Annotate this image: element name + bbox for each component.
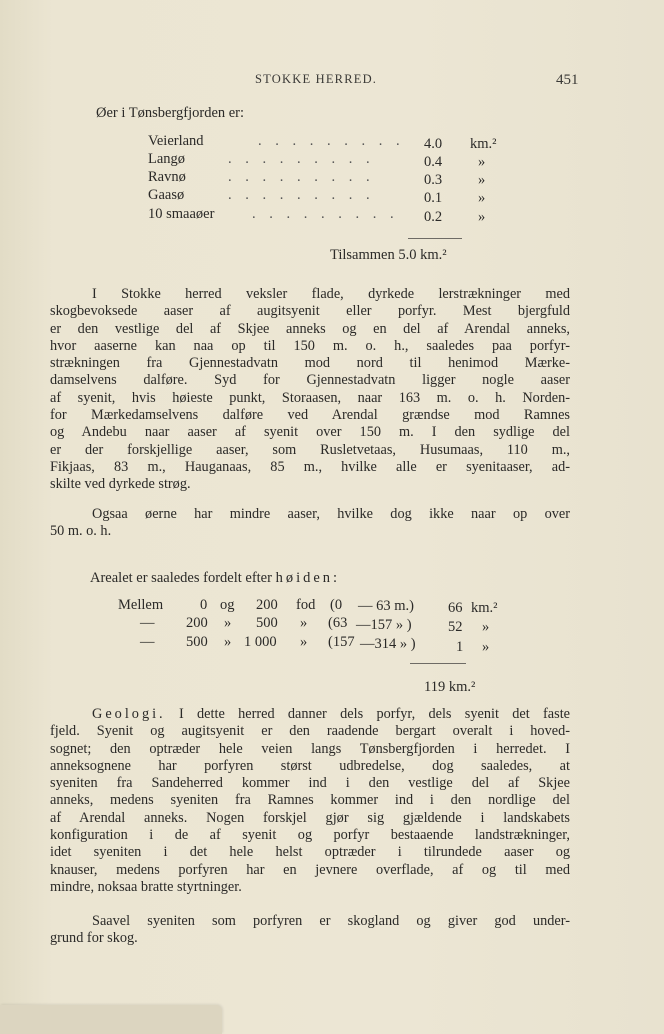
range-unit: » bbox=[300, 615, 308, 631]
island-name: Langø bbox=[148, 151, 186, 167]
paragraph-terrain bbox=[50, 286, 570, 494]
metric-from: (0 bbox=[330, 597, 343, 613]
range-conj: » bbox=[224, 634, 232, 650]
leader-dots: . . . . . . . . . bbox=[252, 206, 399, 222]
heights-total: 119 km.² bbox=[424, 679, 476, 695]
island-area: 0.1 bbox=[424, 190, 443, 206]
range-area-unit: » bbox=[482, 619, 490, 635]
islands-intro-text: Øer i Tønsbergfjorden er: bbox=[96, 105, 245, 121]
range-unit: » bbox=[300, 634, 308, 650]
sum-rule bbox=[410, 663, 466, 664]
geology-first-line: I dette herred danner dels porfyr, dels syenit det faste bbox=[178, 706, 570, 722]
text-line: syeniten fra Sandeherred kommer ind i den vestlige del af Skjee bbox=[50, 775, 570, 792]
sum-rule bbox=[408, 238, 462, 239]
text-line: damselvens dalføre. Syd for Gjennestadvatn ligger nogle aaser bbox=[50, 372, 570, 389]
text-line: I Stokke herred veksler flade, dyrkede lerstrækninger med bbox=[92, 286, 570, 302]
range-label: — bbox=[140, 634, 155, 650]
text-line: er der forskjellige aaser, som Rusletvetaas, Husumaas, 110 m., bbox=[50, 441, 570, 458]
island-name: Ravnø bbox=[148, 169, 186, 185]
range-area: 52 bbox=[448, 619, 463, 635]
text-line: anneksognene har porfyren størst udbredelse, dog saaledes, at bbox=[50, 757, 570, 774]
island-unit: » bbox=[478, 190, 486, 206]
range-from: 200 bbox=[186, 615, 208, 631]
text-line: knauser, medens porfyren har en jevnere overflade, af og til med bbox=[50, 861, 570, 878]
leader-dots: . . . . . . . . . bbox=[258, 133, 405, 149]
text-line: Saavel syeniten som porfyren er skogland og giver god under- bbox=[92, 913, 570, 929]
page-number: 451 bbox=[556, 72, 579, 88]
text-line: fjeld. Syenit og augitsyenit er den raadende bergart overalt i hoved- bbox=[50, 723, 570, 740]
range-label: — bbox=[140, 615, 155, 631]
island-area: 0.4 bbox=[424, 154, 443, 170]
range-to: 1 000 bbox=[244, 634, 277, 650]
island-unit: » bbox=[478, 209, 486, 225]
leader-dots: . . . . . . . . . bbox=[228, 169, 375, 185]
underlying-page-edge bbox=[0, 1005, 222, 1034]
range-area-unit: » bbox=[482, 639, 490, 655]
paragraph-forest bbox=[50, 913, 570, 948]
islands-total: Tilsammen 5.0 km.² bbox=[330, 247, 447, 263]
heights-intro bbox=[90, 570, 340, 587]
metric-from: (157 bbox=[328, 634, 355, 650]
text-line: 50 m. o. h. bbox=[50, 523, 112, 540]
heights-intro-emphasis: høiden: bbox=[275, 570, 341, 586]
range-conj: og bbox=[220, 597, 235, 613]
range-from: 500 bbox=[186, 634, 208, 650]
range-from: 0 bbox=[200, 597, 208, 613]
leader-dots: . . . . . . . . . bbox=[228, 187, 375, 203]
islands-intro bbox=[96, 105, 244, 122]
text-line: af Arendal anneks. Nogen forskjel gjør sig gjældende i landskabets bbox=[50, 809, 570, 826]
text-line: Fikjaas, 83 m., Hauganaas, 85 m., hvilke alle er syenitaaser, ad- bbox=[50, 458, 570, 475]
text-line: sognet; den optræder hele veien langs Tønsbergfjorden i herredet. I bbox=[50, 740, 570, 757]
range-area: 1 bbox=[456, 639, 464, 655]
range-area: 66 bbox=[448, 600, 463, 616]
leader-dots: . . . . . . . . . bbox=[228, 151, 375, 167]
paragraph-geology bbox=[50, 706, 572, 896]
island-unit: km.² bbox=[470, 136, 497, 152]
island-area: 0.3 bbox=[424, 172, 443, 188]
island-name: Veierland bbox=[148, 133, 204, 149]
island-area: 4.0 bbox=[424, 136, 443, 152]
island-name: 10 smaaøer bbox=[148, 206, 215, 222]
text-line: mindre, noksaa bratte styrtninger. bbox=[50, 878, 242, 895]
heights-intro-text: Arealet er saaledes fordelt efter bbox=[90, 570, 272, 586]
island-unit: » bbox=[478, 154, 486, 170]
metric-to: —314 » ) bbox=[360, 636, 416, 652]
range-conj: » bbox=[224, 615, 232, 631]
text-line: skogbevoksede aaser af augitsyenit eller porfyr. Mest bjergfuld bbox=[50, 303, 570, 320]
island-area: 0.2 bbox=[424, 209, 443, 225]
text-line: hvor aaserne kan naa op til 150 m. o. h., saaledes paa porfyr- bbox=[50, 337, 570, 354]
text-line: Ogsaa øerne har mindre aaser, hvilke dog ikke naar op over bbox=[92, 506, 570, 522]
metric-from: (63 bbox=[328, 615, 348, 631]
metric-to: — 63 m.) bbox=[358, 598, 414, 614]
text-line: anneks, medens syeniten fra Ramnes kommer ind i den nordlige del bbox=[50, 792, 570, 809]
text-line: af syenit, hvis høieste punkt, Storaasen, naar 163 m. o. h. Norden- bbox=[50, 389, 570, 406]
metric-to: —157 » ) bbox=[356, 617, 412, 633]
range-unit: fod bbox=[296, 597, 316, 613]
range-label: Mellem bbox=[118, 597, 164, 613]
running-header: STOKKE HERRED. bbox=[255, 72, 378, 86]
island-unit: » bbox=[478, 172, 486, 188]
geology-lead: Geologi. bbox=[92, 706, 166, 722]
range-to: 200 bbox=[256, 597, 278, 613]
range-area-unit: km.² bbox=[471, 600, 498, 616]
text-line: grund for skog. bbox=[50, 930, 138, 947]
paragraph-islands bbox=[50, 506, 570, 541]
text-line: skilte ved dyrkede strøg. bbox=[50, 476, 191, 493]
text-line: og Andebu naar aaser af syenit over 150 m. I den sydlige del bbox=[50, 424, 570, 441]
text-line: er den vestlige del af Skjee anneks og en del af Arendal anneks, bbox=[50, 320, 570, 337]
text-line bbox=[50, 706, 570, 723]
range-to: 500 bbox=[256, 615, 278, 631]
text-line: idet syeniten i det hele helst optræder i tilrundede aaser og bbox=[50, 844, 570, 861]
text-line: konfiguration i de af syenit og porfyr bestaaende landstrækninger, bbox=[50, 827, 570, 844]
text-line: strækningen fra Gjennestadvatn mod nord til henimod Mærke- bbox=[50, 355, 570, 372]
text-line: for Mærkedamselvens dalføre ved Arendal grændse mod Ramnes bbox=[50, 407, 570, 424]
island-name: Gaasø bbox=[148, 187, 185, 203]
